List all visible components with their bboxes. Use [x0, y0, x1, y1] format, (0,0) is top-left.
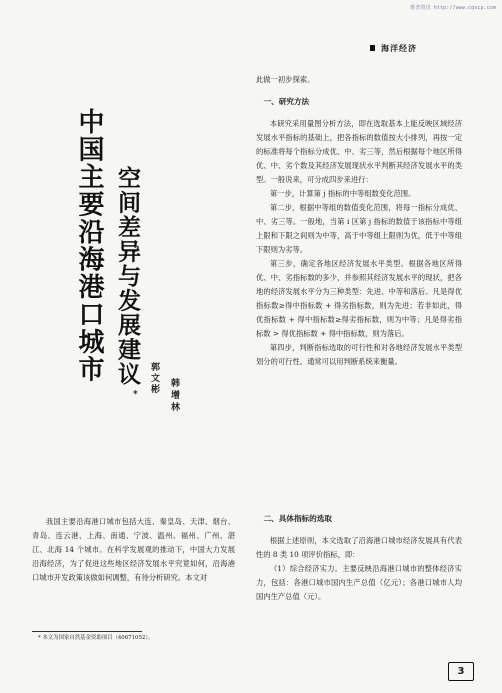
section-heading-method: 一、研究方法 — [263, 97, 310, 106]
watermark: 维普资讯 http://www.cqvip.com — [410, 5, 496, 11]
section-tag — [370, 43, 417, 54]
footnote-divider — [32, 631, 142, 632]
article-title: 中国主要沿海港口城市 — [74, 108, 104, 383]
author-name: 郭文彬 — [149, 362, 159, 395]
paragraph: 第三步，确定各地区经济发展水平类型。根据各地区所得优、中、劣指标数的多少，并参照其经济发展水平的现状，把各地的经济发展水平分为三种类型：先进、中等和落后。凡是得优指标数≥得中指标数 + 得劣指标数，则为先进；若非如此，得优指标数 + 得中指标数≥得劣指标数，则为中等；凡是得劣指标数 > 得优指标数 + 得中指标数，则为落后。 — [256, 259, 462, 338]
paragraph: 第一步，计算第 j 指标的中等组数变化范围。 — [269, 189, 416, 198]
author-name: 韩增林 — [169, 378, 179, 414]
right-column-lower-text — [256, 512, 462, 604]
paragraph: （1）综合经济实力。主要反映沿海港口城市的整体经济实力，包括：各港口城市国内生产总值（亿元）；各港口城市人均国内生产总值（元）。 — [256, 564, 462, 601]
intro-line: 此做一初步探索。 — [256, 75, 315, 84]
left-column-text — [32, 515, 235, 585]
paragraph: 第四步，判断指标选取的可行性和对各地经济发展水平类型划分的可行性。通常可以用判断系统来衡量。 — [256, 343, 462, 366]
footnote: * 本文为国家自然基金资助项目（40671052）。 — [38, 635, 154, 641]
section-heading-indicators: 二、具体指标的选取 — [263, 514, 332, 523]
section-tag-label: 海洋经济 — [381, 43, 417, 53]
paragraph: 我国主要沿海港口城市包括大连、秦皇岛、天津、烟台、青岛、连云港、上海、南通、宁波、温州、福州、广州、湛江、北海 14 个城市。在科学发展观的推动下，中国大力发展沿海经济，为了促进这些地区经济发展水平究竟如何，沿海港口城市开发政策该做如何调整，有待分析研究。本文对 — [32, 517, 235, 582]
paragraph: 根据上述原则，本文选取了沿海港口城市经济发展具有代表性的 8 类 10 项评价指标，即： — [256, 536, 462, 559]
title-footnote-mark: * — [133, 390, 138, 400]
paragraph: 第二步，根据中等组的数值变化范围，将每一指标分成优、中、劣三等。一般地，当第 i 区第 j 指标的数值于该指标中等组上限和下限之间则为中等，高于中等组上限则为优，低于中等组下限则为劣等。 — [256, 203, 462, 254]
article-subtitle: 空间差异与发展建议 — [114, 166, 140, 387]
right-column-text — [256, 73, 462, 369]
page-number: 3 — [448, 662, 474, 681]
paragraph: 本研究采用量图分析方法，即在选取基本上能反映区域经济发展水平指标的基础上，把各指标的数值按大小排列，再按一定的标准将每个指标分成优、中、劣三等，然后根据每个地区所得优、中、劣个数及其经济发展现状水平判断其经济发展水平的类型。一般说来，可分成四步来进行： — [256, 119, 462, 184]
square-bullet-icon — [370, 45, 375, 51]
